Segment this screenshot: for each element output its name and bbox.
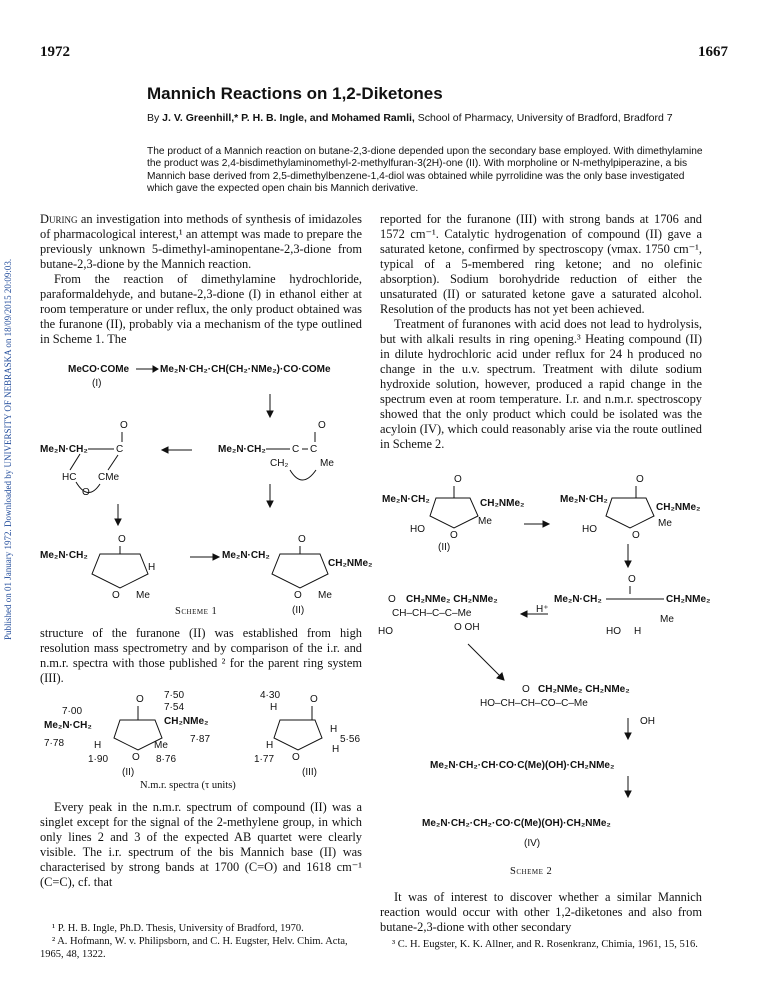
article-title: Mannich Reactions on 1,2-Diketones (147, 84, 443, 103)
paragraph-nmr: Every peak in the n.m.r. spectrum of compound (II) was a singlet except for the signal of the 2-methylene group, in which only lines 2 and 3 of the expected AB quartet were clearly visible. The i.r. spectrum of the bis Mannich base (II) was characterised by strong bands at 1700 (C=O) and 1618 cm⁻¹ (C=C), cf. that (40, 800, 362, 889)
svg-text:5·56: 5·56 (340, 734, 361, 745)
authors-affiliation: School of Pharmacy, University of Bradford, Bradford 7 (414, 112, 673, 124)
svg-text:CH₂NMe₂ CH₂NMe₂: CH₂NMe₂ CH₂NMe₂ (538, 684, 630, 695)
svg-text:7·87: 7·87 (190, 734, 211, 745)
svg-text:O: O (632, 530, 640, 541)
nmr-spectra-diagram (40, 688, 365, 778)
svg-text:HO: HO (378, 626, 393, 637)
svg-text:O: O (522, 684, 530, 695)
s1-frag-me-1: Me (320, 458, 334, 469)
s1-frag-amine-2: Me₂N·CH₂ (218, 444, 266, 455)
authors-by: By (147, 112, 163, 124)
svg-text:Me₂N·CH₂: Me₂N·CH₂ (382, 494, 430, 505)
paragraph-intro: an investigation into methods of synthesis of imidazoles of pharmacological interest,¹ an attempt was made to prepare the previously unknown 5-dimethyl-aminopentane-2,3-dione from butane-2,3-dione by the Mannich reaction. (40, 212, 362, 271)
svg-text:O: O (318, 420, 326, 431)
s1-frag-amine-1: Me₂N·CH₂ (40, 444, 88, 455)
svg-text:CH₂NMe₂ CH₂NMe₂: CH₂NMe₂ CH₂NMe₂ (406, 594, 498, 605)
paragraph-diketones: It was of interest to discover whether a similar Mannich reaction would occur with other 1,2-diketones and also from butane-2,3-dione with other secondary (380, 890, 702, 934)
right-column-top (380, 212, 702, 452)
scheme-1-diagram (40, 362, 373, 620)
svg-text:Me: Me (478, 516, 492, 527)
svg-text:HO: HO (410, 524, 425, 535)
svg-text:O: O (132, 752, 140, 763)
svg-text:CH–CH–C–C–Me: CH–CH–C–C–Me (392, 608, 472, 619)
scheme-1-caption: Scheme 1 (175, 606, 218, 617)
s1-reactant: MeCO·COMe (68, 364, 130, 375)
svg-text:O: O (112, 590, 120, 601)
nmr-label-II: (II) (122, 767, 135, 778)
download-sidebar (3, 120, 15, 640)
left-column-middle (40, 626, 362, 686)
svg-text:Me₂N·CH₂: Me₂N·CH₂ (560, 494, 608, 505)
authors-names: J. V. Greenhill,* P. H. B. Ingle, and Mohamed Ramli, (162, 112, 415, 124)
header-year: 1972 (40, 44, 70, 60)
svg-text:O: O (118, 534, 126, 545)
svg-text:CH₂NMe₂: CH₂NMe₂ (666, 594, 711, 605)
footnotes-right (380, 938, 702, 951)
svg-text:H: H (94, 740, 102, 751)
svg-text:C: C (292, 444, 300, 455)
svg-text:7·50: 7·50 (164, 690, 185, 701)
svg-text:7·00: 7·00 (62, 706, 83, 717)
s2-line-1: Me₂N·CH₂·CH·CO·C(Me)(OH)·CH₂NMe₂ (430, 760, 615, 771)
paragraph-structure: structure of the furanone (II) was established from high resolution mass spectrometry and by comparison of the i.r. and n.m.r. spectra with those published ² for the parent ring system (III). (40, 626, 362, 685)
s1-frag-amine-4: Me₂N·CH₂ (222, 550, 270, 561)
s1-frag-h-1: H (148, 562, 156, 573)
footnotes-left (40, 922, 362, 961)
authors-line (147, 112, 707, 125)
s1-frag-o: O (120, 420, 128, 431)
paragraph-furanone: reported for the furanone (III) with strong bands at 1706 and 1572 cm⁻¹. Catalytic hydrogenation of compound (II) gave a saturated ketone, confirmed by spectroscopy (νmax. 1750 cm⁻¹, typical of a 5-membered ring ketone; and no olefinic absorption). Sodium borohydride reduction of either the unsaturated (II) or saturated ketone gave a saturated alcohol. Resolution of the products has not yet been achieved. (380, 212, 702, 316)
svg-text:Me: Me (318, 590, 332, 601)
s1-frag-ch2nme2: CH₂NMe₂ (328, 558, 373, 569)
svg-text:H: H (330, 724, 338, 735)
svg-text:Me: Me (154, 740, 168, 751)
svg-text:H: H (266, 740, 274, 751)
s1-frag-amine-3: Me₂N·CH₂ (40, 550, 88, 561)
svg-text:O: O (310, 694, 318, 705)
svg-text:CH₂NMe₂: CH₂NMe₂ (656, 502, 701, 513)
svg-text:O: O (628, 574, 636, 585)
svg-text:O: O (82, 487, 90, 498)
svg-text:CH₂NMe₂: CH₂NMe₂ (480, 498, 525, 509)
s2-label-IV: (IV) (524, 838, 541, 849)
s1-frag-ch2: CH₂ (270, 458, 289, 469)
svg-text:HO: HO (606, 626, 621, 637)
svg-text:1·90: 1·90 (88, 754, 109, 765)
paragraph-reaction: From the reaction of dimethylamine hydrochloride, paraformaldehyde, and butane-2,3-dione (I) in ethanol either at room temperature or under reflux, the only product obtained was the furanone (II), probably via a mechanism of the type outlined in Scheme 1. The (40, 272, 362, 346)
svg-text:Me: Me (658, 518, 672, 529)
s2-label-II: (II) (438, 542, 451, 553)
svg-text:H: H (332, 744, 340, 755)
s1-label-II: (II) (292, 605, 305, 616)
s1-product-1: Me₂N·CH₂·CH(CH₂·NMe₂)·CO·COMe (160, 364, 331, 375)
svg-text:7·78: 7·78 (44, 738, 65, 749)
svg-text:Me₂N·CH₂: Me₂N·CH₂ (554, 594, 602, 605)
svg-text:Me₂N·CH₂: Me₂N·CH₂ (44, 720, 92, 731)
svg-text:O: O (294, 590, 302, 601)
svg-text:O: O (298, 534, 306, 545)
scheme-2-diagram (378, 472, 711, 890)
svg-text:CH₂NMe₂: CH₂NMe₂ (164, 716, 209, 727)
s1-label-I: (I) (92, 378, 102, 389)
right-column-bottom (380, 890, 702, 935)
nmr-label-III: (III) (302, 767, 317, 778)
footnote-2: ² A. Hofmann, W. v. Philipsborn, and C. H. Eugster, Helv. Chim. Acta, 1965, 48, 1322. (40, 936, 348, 960)
svg-text:O: O (450, 530, 458, 541)
footnote-1: ¹ P. H. B. Ingle, Ph.D. Thesis, University of Bradford, 1970. (52, 923, 304, 934)
svg-text:OH: OH (640, 716, 655, 727)
nmr-caption: N.m.r. spectra (τ units) (140, 780, 236, 791)
svg-text:HO–CH–CH–CO–C–Me: HO–CH–CH–CO–C–Me (480, 698, 588, 709)
svg-text:H: H (270, 702, 278, 713)
svg-text:Me: Me (660, 614, 674, 625)
svg-text:4·30: 4·30 (260, 690, 281, 701)
svg-text:H⁺: H⁺ (536, 604, 549, 615)
paragraph-treatment: Treatment of furanones with acid does not lead to hydrolysis, but with alkali results in ring opening.³ Heating compound (II) in dilute hydrochloric acid under reflux for 24 h produced no change in the u.v. spectrum. Treatment with dilute sodium hydroxide solution, however, produced a rapid change in the spectrum even at room temperature. I.r. and n.m.r. spectroscopy showed that the only product which could be isolated was the acyloin (IV), which could reasonably arise via the route outlined in Scheme 2. (380, 317, 702, 451)
svg-text:H: H (634, 626, 642, 637)
drop-lead: During (40, 212, 78, 226)
left-column-top (40, 212, 362, 347)
scheme-2-caption: Scheme 2 (510, 866, 553, 877)
svg-text:O: O (388, 594, 396, 605)
svg-text:O: O (292, 752, 300, 763)
svg-text:HO: HO (582, 524, 597, 535)
svg-text:O OH: O OH (454, 622, 480, 633)
s1-frag-me-2: Me (136, 590, 150, 601)
download-stamp: Published on 01 January 1972. Downloaded by UNIVERSITY OF NEBRASKA on 18/09/2015 20:09:03. (3, 258, 13, 640)
svg-text:C: C (310, 444, 318, 455)
svg-text:O: O (454, 474, 462, 485)
s1-frag-hc: HC (62, 472, 77, 483)
footnote-3: ³ C. H. Eugster, K. K. Allner, and R. Rosenkranz, Chimia, 1961, 15, 516. (392, 939, 698, 950)
svg-text:1·77: 1·77 (254, 754, 275, 765)
svg-text:O: O (136, 694, 144, 705)
s1-frag-cme: CMe (98, 472, 120, 483)
svg-text:O: O (636, 474, 644, 485)
header-page-number: 1667 (698, 44, 728, 60)
left-column-bottom (40, 800, 362, 890)
abstract: The product of a Mannich reaction on butane-2,3-dione depended upon the secondary base employed. With dimethylamine the product was 2,4-bisdimethylaminomethyl-2-methylfuran-3(2H)-one (II). With morpholine or N-methylpiperazine, a bis Mannich base derived from 2,5-dimethylbenzene-1,4-diol was obtained while pyrrolidine was the only base investigated which gave the expected open chain bis Mannich derivative. (147, 146, 703, 195)
svg-text:8·76: 8·76 (156, 754, 177, 765)
s1-frag-c: C (116, 444, 124, 455)
s2-line-2: Me₂N·CH₂·CH₂·CO·C(Me)(OH)·CH₂NMe₂ (422, 818, 611, 829)
svg-text:7·54: 7·54 (164, 702, 185, 713)
